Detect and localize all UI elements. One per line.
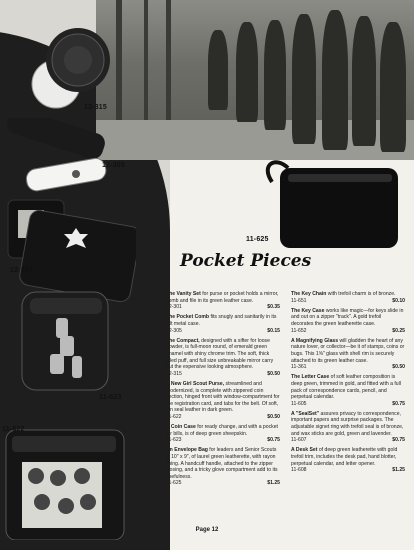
code-compact: 12-301	[10, 267, 33, 274]
code-envelope: 11-622	[2, 426, 25, 433]
item-key-chain: The Key Chain with trefoil charm is of bronze. 11-651 $0.10	[291, 291, 405, 304]
envelope-bag-image	[2, 426, 128, 540]
pocket-comb-image	[4, 118, 112, 200]
item-vanity-set: The Vanity Set for purse or pocket holds a mirror, comb and file in its green leather case. 12-301 $0.35	[166, 291, 280, 311]
item-pocket-comb: The Pocket Comb fits snugly and sanitarily in its gilt metal case. 12-305 $0.15	[166, 314, 280, 334]
coin-purse-image	[254, 154, 400, 252]
item-letter-case: The Letter Case of soft leather composition is deep green, trimmed in gold, and fitted with a full pack of correspondence cards, pencil, and perpetual calendar. 11-605 $0.75	[291, 374, 405, 407]
scouts-photo	[96, 0, 414, 160]
vanity-set-image	[28, 22, 118, 112]
code-purse: 11-625	[246, 236, 269, 243]
code-key-case: 11-623	[99, 394, 122, 401]
item-magnifying-glass: A Magnifying Glass will gladden the heart of any nature lover, or collector—be it of stamps, coins or bugs. This 1⅝" glass with shell rim is securely attached to its green leather case. 11-361 $0.50	[291, 337, 405, 371]
item-sealset: A "SealSet" assures privacy to correspondence, important papers and surprise packages. The adjustable signet ring with trefoil seal is of bronze, and wax sticks are gold, green and lavender. 11-607 $0.75	[291, 410, 405, 444]
key-case-image	[20, 290, 112, 394]
item-desk-set: A Desk Set of deep green leatherette with gold trefoil trim, includes the desk pad, hand blotter, perpetual calendar, and letter opener. 11-608 $1.25	[291, 447, 405, 474]
item-coin-case: A Coin Case for ready change, and with a pocket for bills, is of deep green sheepskin. 11-623 $0.75	[166, 424, 280, 444]
code-comb: 12-305	[102, 162, 125, 169]
item-compact: The Compact, designed with a sifter for loose powder, is full-moon round, of emerald green enamel with shiny chrome trim. The soft, thick piled puff, and full size unbreakable mirror carry out the expensive looking atmosphere. 12-315 $0.50	[166, 337, 280, 377]
item-girl-scout-purse: A New Girl Scout Purse, streamlined and modernized, is complete with zippered coin section, hinged front with window-compartment for the registration card, and tabs for the belt. Of soft, pin seal leather in dark green. 11-622 $0.50	[166, 380, 280, 420]
item-key-case: The Key Case works like magic—for keys slide in and out on a zipper "track". A gold trefoil decorates the green leatherette case. 11-652 $0.25	[291, 307, 405, 334]
code-vanity: 12-315	[84, 104, 107, 111]
left-text-column	[166, 291, 280, 491]
item-envelope-bag: An Envelope Bag for leaders and Senior Scouts is 10" x 9", of laurel green leatherette, with rayon lining. A handcuff handle, attached to the zipper closing, and a tricky glove compartment add to its usefulness. 11-625 $1.25	[166, 447, 280, 487]
right-text-column	[291, 291, 405, 477]
page-number: Page 12	[195, 527, 219, 533]
section-title: Pocket Pieces	[180, 251, 312, 271]
